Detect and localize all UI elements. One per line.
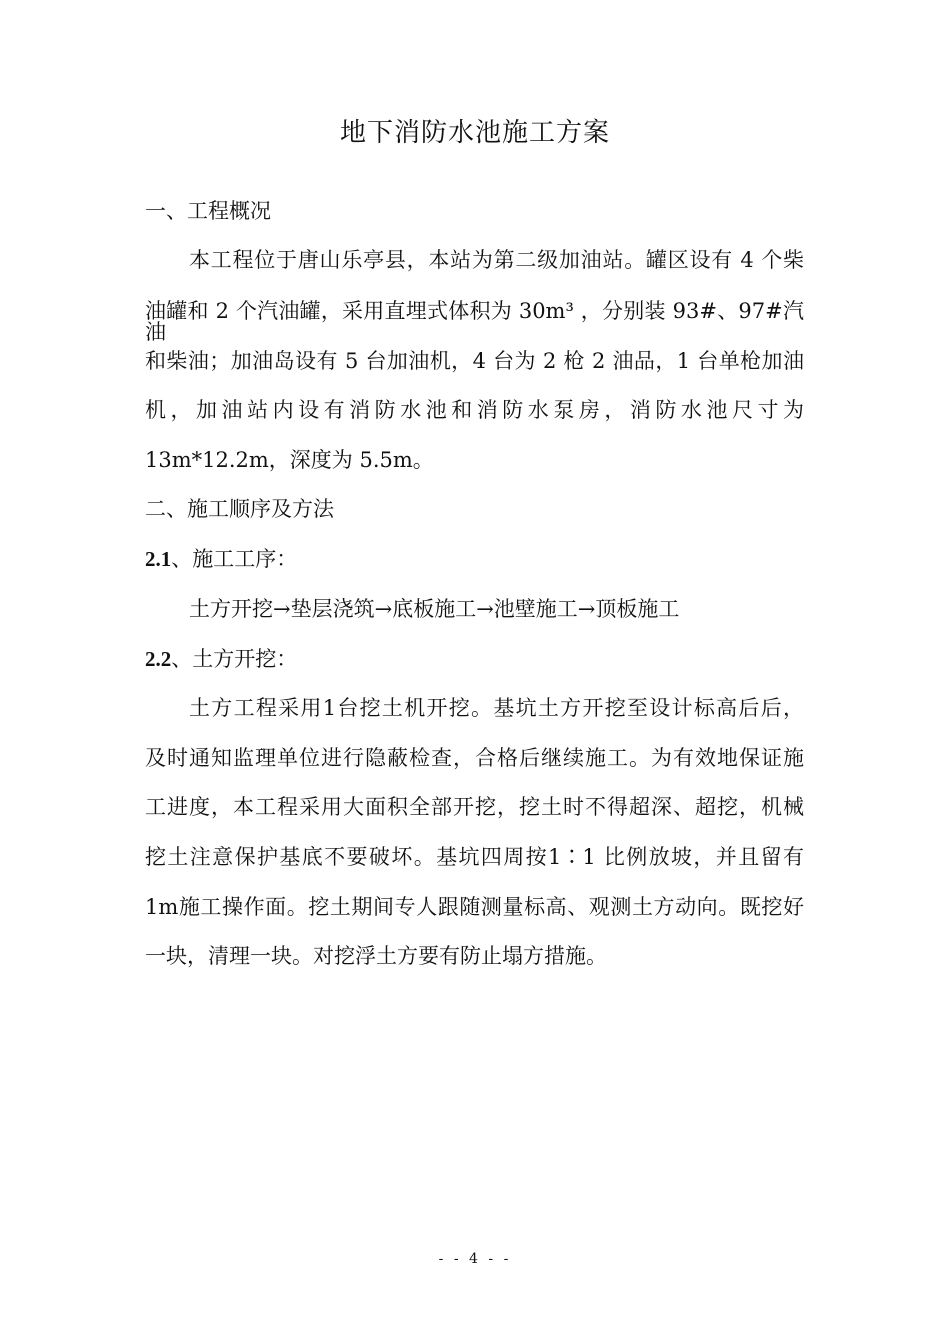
subsection-label: 、土方开挖： [171,647,298,671]
paragraph-line: 机，加油站内设有消防水池和消防水泵房，消防水池尺寸为 [145,398,804,422]
subsection-number: 2.1 [145,547,172,571]
paragraph-line: 及时通知监理单位进行隐蔽检查，合格后继续施工。为有效地保证施 [145,746,804,770]
paragraph-line: 和柴油；加油岛设有 5 台加油机，4 台为 2 枪 2 油品，1 台单枪加油 [145,349,804,373]
paragraph-line: 1m施工操作面。挖土期间专人跟随测量标高、观测土方动向。既挖好 [145,895,804,919]
page-title: 地下消防水池施工方案 [339,118,610,148]
paragraph-line: 挖土注意保护基底不要破坏。基坑四周按1∶1 比例放坡，并且留有 [145,845,804,869]
paragraph-line: 工进度，本工程采用大面积全部开挖，挖土时不得超深、超挖，机械 [145,795,804,819]
subsection-number: 2.2 [145,647,172,671]
procedure-sequence: 土方开挖→垫层浇筑→底板施工→池壁施工→顶板施工 [189,597,680,621]
section-heading-overview: 一、工程概况 [145,199,271,223]
section-heading-method: 二、施工顺序及方法 [145,497,334,521]
paragraph-line: 土方工程采用1台挖土机开挖。基坑土方开挖至设计标高后后， [189,696,804,720]
paragraph-line: 一块，清理一块。对挖浮土方要有防止塌方措施。 [145,944,607,968]
subsection-label: 、施工工序： [171,547,298,571]
paragraph-line: 油罐和 2 个汽油罐，采用直埋式体积为 30m³ ，分别装 93#、97#汽油 [145,299,804,344]
subsection-heading-excavation [145,649,297,670]
page-number: - - 4 - - [438,1251,512,1267]
paragraph-line: 13m*12.2m，深度为 5.5m。 [145,448,434,472]
paragraph-line: 本工程位于唐山乐亭县，本站为第二级加油站。罐区设有 4 个柴 [189,248,804,272]
subsection-heading-procedure [145,549,297,570]
